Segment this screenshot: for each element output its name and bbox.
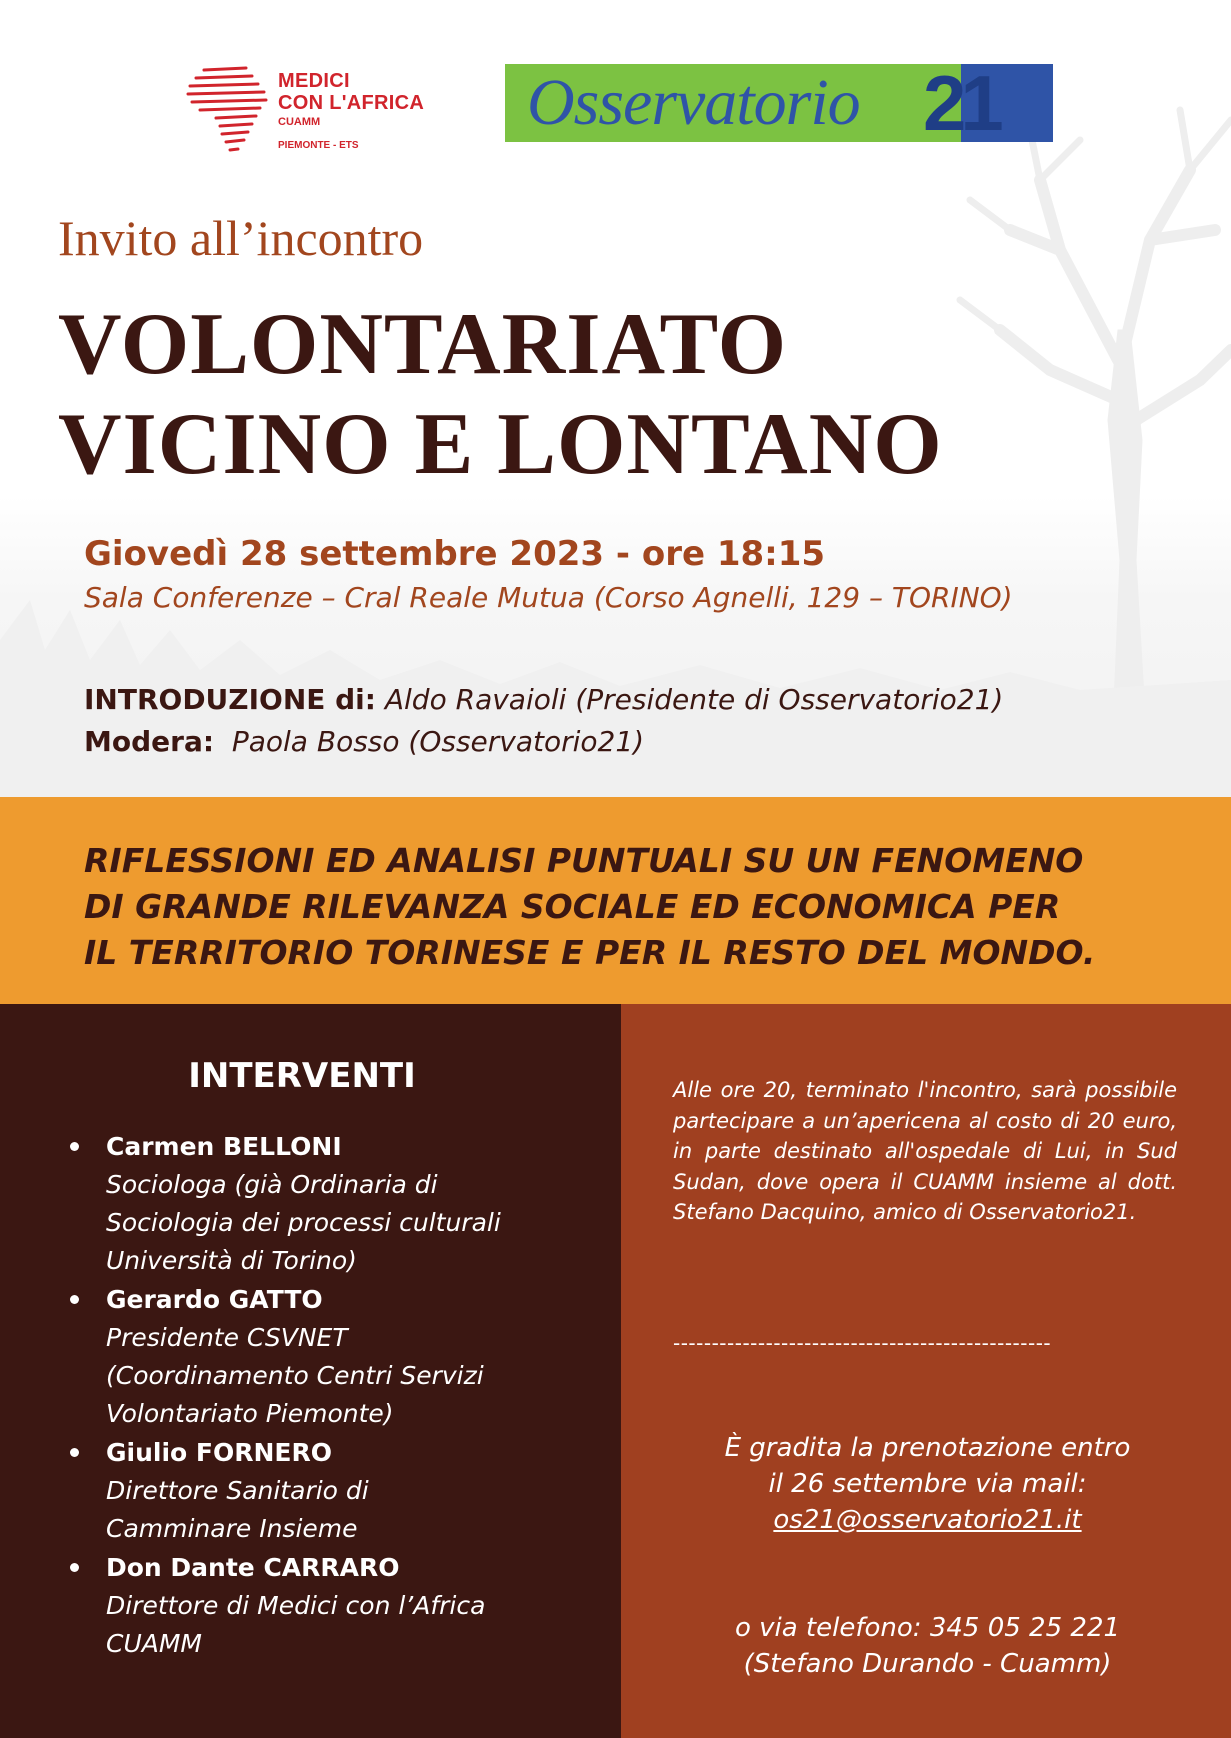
theme-line1: RIFLESSIONI ED ANALISI PUNTUALI SU UN FENOMENO: [84, 841, 1084, 880]
introduction-value: Aldo Ravaioli (Presidente di Osservatorio21): [375, 683, 1004, 716]
logo-number: 21: [923, 59, 998, 147]
speaker-role: Sociologa (già Ordinaria di Sociologia dei processi culturali Università di Torino): [106, 1170, 501, 1275]
theme-line3: IL TERRITORIO TORINESE E PER IL RESTO DEL MONDO.: [84, 933, 1096, 972]
moderator-label: Modera:: [84, 725, 215, 758]
speaker-name: Gerardo GATTO: [106, 1285, 323, 1314]
cuamm-logo-line2: CON L'AFRICA: [278, 92, 425, 114]
booking-line2: il 26 settembre via mail:: [768, 1469, 1087, 1499]
speaker-name: Giulio FORNERO: [106, 1438, 332, 1467]
cuamm-logo: [186, 58, 426, 158]
list-item: [70, 1549, 600, 1661]
bullet-icon: [70, 1448, 79, 1457]
speaker-name: Don Dante CARRARO: [106, 1553, 400, 1582]
cuamm-logo-line3: CUAMM: [278, 116, 321, 128]
list-item: [70, 1434, 600, 1546]
bullet-icon: [70, 1295, 79, 1304]
event-venue: Sala Conferenze – Cral Reale Mutua (Corso Agnelli, 129 – TORINO): [84, 581, 1013, 614]
email-link[interactable]: os21@osservatorio21.it: [773, 1505, 1082, 1535]
event-title-line2: VICINO E LONTANO: [58, 396, 943, 493]
logo-name: Osservatorio: [527, 66, 860, 139]
cuamm-logo-line4: PIEMONTE - ETS: [278, 140, 359, 151]
osservatorio21-logo: [505, 59, 1053, 147]
event-title-line1: VOLONTARIATO: [58, 296, 788, 393]
moderator-line: [84, 722, 644, 762]
theme-line2: DI GRANDE RILEVANZA SOCIALE ED ECONOMICA PER: [84, 887, 1061, 926]
speaker-name: Carmen BELLONI: [106, 1132, 342, 1161]
speaker-role: Direttore di Medici con l’Africa CUAMM: [106, 1591, 486, 1658]
phone-line1: o via telefono: 345 05 25 221: [734, 1613, 1121, 1643]
bullet-icon: [70, 1142, 79, 1151]
invitation-heading: Invito all’incontro: [58, 210, 424, 266]
divider: -------------------------------------------------: [673, 1331, 1052, 1355]
introduction-line: [84, 680, 1003, 720]
list-item: [70, 1128, 600, 1278]
booking-info: [640, 1430, 1215, 1538]
phone-line2: (Stefano Durando - Cuamm): [743, 1649, 1112, 1679]
speakers-heading: INTERVENTI: [188, 1056, 416, 1096]
cuamm-logo-line1: MEDICI: [278, 70, 350, 92]
phone-info: [640, 1610, 1215, 1682]
dinner-note: Alle ore 20, terminato l'incontro, sarà possibile partecipare a un’apericena al costo di 20 euro, in parte destinato all'ospedale di Lui, in Sud Sudan, dove opera il CUAMM insieme al dott. Stefano Dacquino, amico di Osservatorio21.: [673, 1078, 1177, 1224]
event-date: Giovedì 28 settembre 2023 - ore 18:15: [84, 534, 826, 574]
bullet-icon: [70, 1563, 79, 1572]
list-item: [70, 1281, 600, 1431]
speaker-role: Direttore Sanitario di Camminare Insieme: [106, 1476, 369, 1543]
booking-line1: È gradita la prenotazione entro: [724, 1433, 1131, 1463]
moderator-value: Paola Bosso (Osservatorio21): [214, 725, 645, 758]
speaker-role: Presidente CSVNET (Coordinamento Centri Servizi Volontariato Piemonte): [106, 1323, 484, 1428]
introduction-label: INTRODUZIONE di:: [84, 683, 376, 716]
africa-map-icon: [186, 62, 268, 154]
